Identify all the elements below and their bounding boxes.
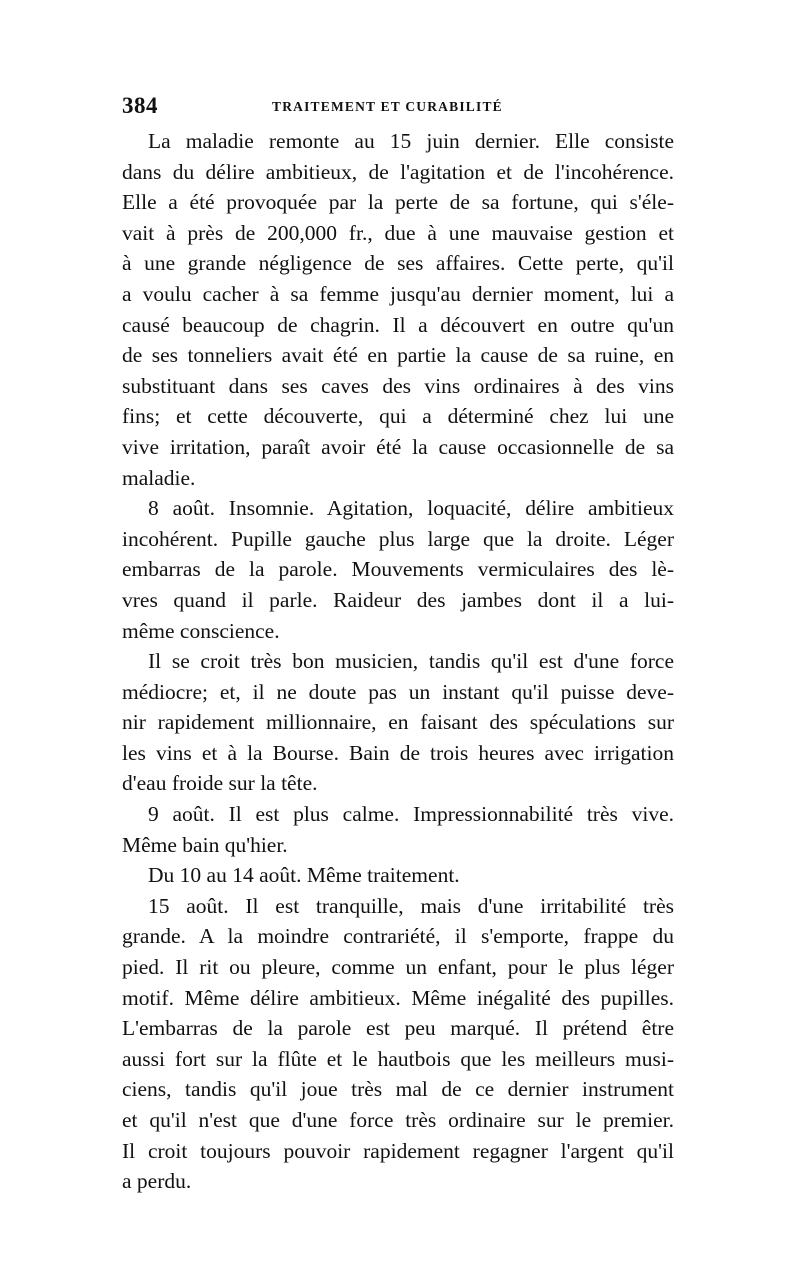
text-line: pied. Il rit ou pleure, comme un enfant, pour le plus léger (122, 955, 674, 980)
text-line: motif. Même délire ambitieux. Même inégalité des pupilles. (122, 985, 674, 1010)
text-line: Même bain qu'hier. (122, 832, 288, 857)
text-line: nir rapidement millionnaire, en faisant des spéculations sur (122, 710, 674, 735)
text-line: 8 août. Insomnie. Agitation, loquacité, délire ambitieux (148, 496, 674, 521)
page-number: 384 (122, 93, 158, 118)
text-line: à une grande négligence de ses affaires. Cette perte, qu'il (122, 251, 674, 276)
text-line: les vins et à la Bourse. Bain de trois heures avec irrigation (122, 740, 674, 765)
text-line: de ses tonneliers avait été en partie la cause de sa ruine, en (122, 343, 674, 368)
text-line: Il se croit très bon musicien, tandis qu'il est d'une force (148, 649, 674, 674)
text-line: médiocre; et, il ne doute pas un instant qu'il puisse deve- (122, 679, 674, 704)
text-line: incohérent. Pupille gauche plus large que la droite. Léger (122, 526, 674, 551)
text-line: aussi fort sur la flûte et le hautbois que les meilleurs musi- (122, 1046, 674, 1071)
text-line: grande. A la moindre contrariété, il s'emporte, frappe du (122, 924, 674, 949)
text-line: dans du délire ambitieux, de l'agitation et de l'incohérence. (122, 159, 674, 184)
text-line: causé beaucoup de chagrin. Il a découvert en outre qu'un (122, 312, 674, 337)
text-line: vres quand il parle. Raideur des jambes dont il a lui- (122, 587, 674, 612)
body-text (122, 126, 674, 1197)
text-line: Il croit toujours pouvoir rapidement regagner l'argent qu'il (122, 1138, 674, 1163)
text-line: a voulu cacher à sa femme jusqu'au dernier moment, lui a (122, 281, 674, 306)
text-line: même conscience. (122, 618, 280, 643)
text-line: fins; et cette découverte, qui a déterminé chez lui une (122, 404, 674, 429)
text-line: maladie. (122, 465, 196, 490)
text-line: a perdu. (122, 1169, 192, 1194)
text-line: d'eau froide sur la tête. (122, 771, 318, 796)
text-line: 15 août. Il est tranquille, mais d'une irritabilité très (148, 893, 674, 918)
text-line: et qu'il n'est que d'une force très ordinaire sur le premier. (122, 1108, 674, 1132)
text-line: vait à près de 200,000 fr., due à une mauvaise gestion et (122, 220, 674, 245)
text-line: ciens, tandis qu'il joue très mal de ce dernier instrument (122, 1077, 674, 1102)
text-line: vive irritation, paraît avoir été la cause occasionnelle de sa (122, 434, 674, 459)
running-head (122, 93, 674, 123)
text-line: 9 août. Il est plus calme. Impressionnabilité très vive. (148, 802, 674, 827)
text-line: L'embarras de la parole est peu marqué. Il prétend être (122, 1016, 674, 1041)
text-line: Du 10 au 14 août. Même traitement. (148, 863, 460, 888)
text-line: La maladie remonte au 15 juin dernier. Elle consiste (148, 129, 674, 153)
text-line: Elle a été provoquée par la perte de sa fortune, qui s'éle- (122, 190, 674, 215)
running-title: TRAITEMENT ET CURABILITÉ (272, 99, 503, 114)
text-line: substituant dans ses caves des vins ordinaires à des vins (122, 373, 674, 398)
text-line: embarras de la parole. Mouvements vermiculaires des lè- (122, 557, 674, 582)
